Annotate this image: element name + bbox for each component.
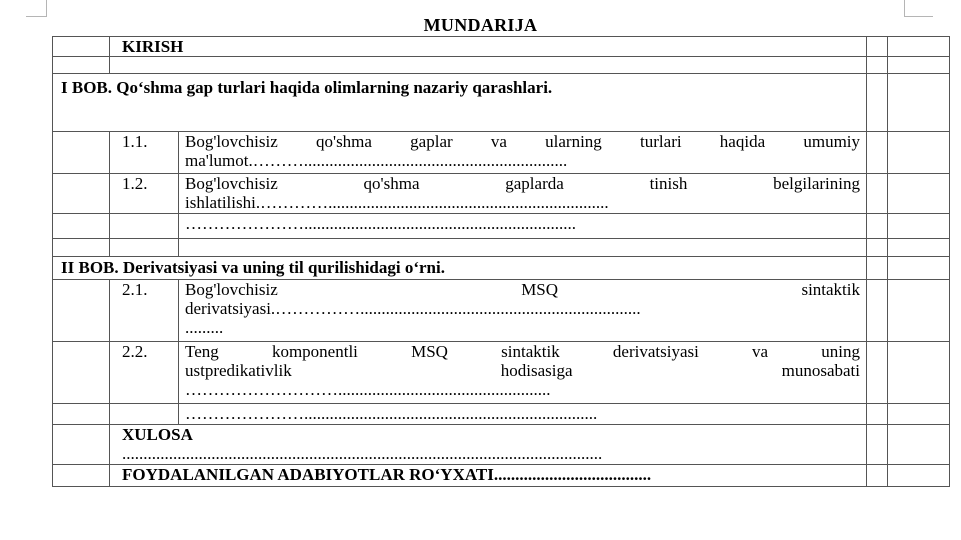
toc-entry-2-1 (179, 280, 867, 342)
entry-text (185, 174, 860, 193)
item-number: 2.1. (110, 280, 179, 342)
document-title: MUNDARIJA (423, 15, 538, 35)
word: Bog'lovchisiz (185, 280, 278, 299)
entry-dots: ......... (185, 318, 224, 337)
toc-entry-2-2 (179, 342, 867, 404)
word: MSQ (521, 280, 559, 299)
table-row (53, 174, 950, 214)
table-row (53, 425, 950, 465)
word: hodisasiga (500, 361, 573, 380)
toc-entry-kirish: KIRISH (110, 37, 867, 57)
entry-text (185, 361, 860, 380)
word: tinish (649, 174, 688, 193)
entry-dots: derivatsiyasi.…………….................................................................. (185, 299, 641, 318)
entry-text (185, 280, 860, 299)
item-number: 2.2. (110, 342, 179, 404)
word: gaplarda (505, 174, 564, 193)
word: ustpredikativlik (185, 361, 292, 380)
item-number: 1.1. (110, 132, 179, 174)
table-row (53, 465, 950, 487)
entry-text: Bog'lovchisiz qo'shma gaplar va ularning turlari haqida umumiy (185, 132, 861, 151)
entry-dots: …………………..................................................................... (179, 404, 867, 425)
toc-entry-1-1 (179, 132, 867, 174)
word: qo'shma (363, 174, 420, 193)
entry-dots: ishlatilishi.………….................................................................. (185, 193, 609, 212)
toc-entry-references: FOYDALANILGAN ADABIYOTLAR RO‘YXATI..................................... (110, 465, 867, 487)
chapter-2-title: II BOB. Derivatsiyasi va uning til qurilishidagi o‘rni. (53, 257, 867, 280)
table-row (53, 132, 950, 174)
entry-text: Teng komponentli MSQ sintaktik derivatsiyasi va uning (185, 342, 861, 361)
table-row (53, 404, 950, 425)
chapter-1-title: I BOB. Qo‘shma gap turlari haqida olimlarning nazariy qarashlari. (53, 74, 867, 132)
toc-entry-xulosa (110, 425, 867, 465)
table-of-contents (52, 36, 950, 487)
table-row (53, 37, 950, 57)
entry-dots: ................................................................................................................. (122, 444, 603, 463)
word: munosabati (781, 361, 861, 380)
table-row (53, 239, 950, 257)
table-row (53, 74, 950, 132)
toc-entry-1-2 (179, 174, 867, 214)
word: sintaktik (801, 280, 861, 299)
word: belgilarining (773, 174, 860, 193)
entry-dots: ma'lumot.……….............................................................. (185, 151, 568, 170)
table-row (53, 257, 950, 280)
table-row (53, 57, 950, 74)
entry-dots: …………………................................................................ (179, 214, 867, 239)
item-number: 1.2. (110, 174, 179, 214)
table-row (53, 280, 950, 342)
table-row (53, 214, 950, 239)
entry-text: XULOSA (122, 425, 193, 444)
table-row (53, 342, 950, 404)
word: Bog'lovchisiz (185, 174, 278, 193)
entry-dots: ……………………….................................................. (185, 380, 551, 399)
